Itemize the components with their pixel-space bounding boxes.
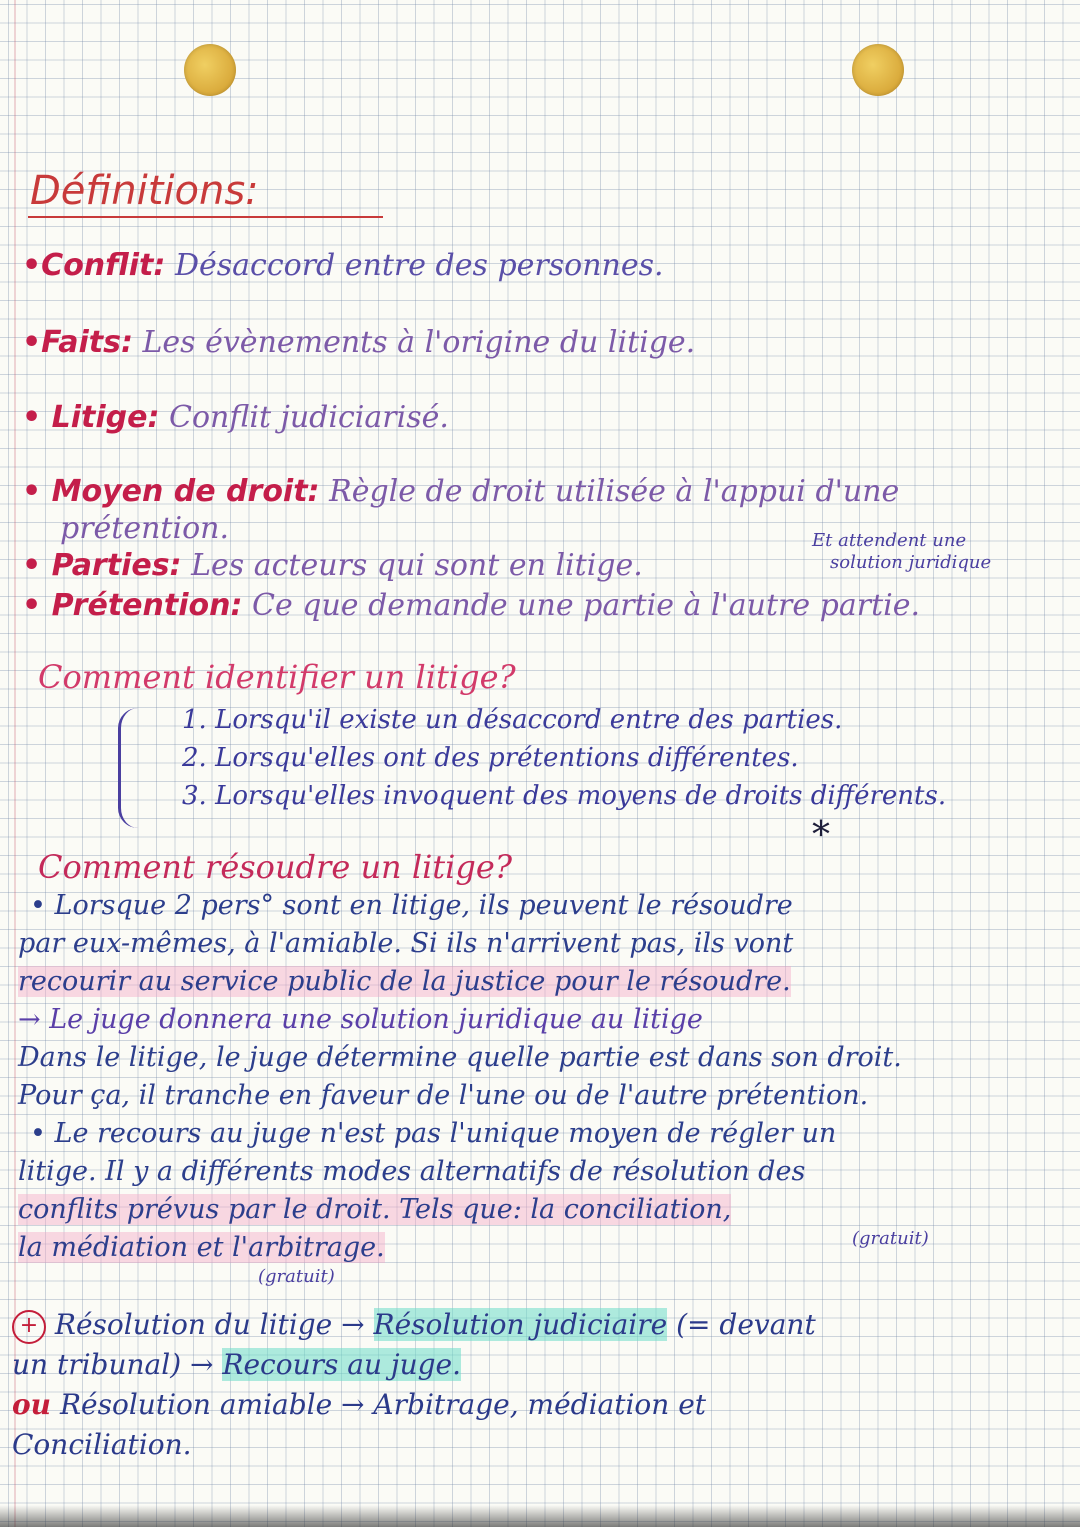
plus-circle-icon: + (12, 1310, 46, 1344)
binder-hole-right (852, 44, 904, 96)
resolve-line-2: par eux-mêmes, à l'amiable. Si ils n'arrivent pas, ils vont (18, 928, 794, 959)
definition-moyen-de-droit-cont: prétention. (60, 511, 229, 546)
page-edge-shadow (0, 1505, 1080, 1527)
binder-hole-left (184, 44, 236, 96)
page-title: Définitions: (30, 168, 259, 214)
identify-heading: Comment identifier un litige? (38, 658, 516, 696)
summary-line-1: + Résolution du litige → Résolution judiciaire (= devant (12, 1308, 816, 1344)
resolve-line-7: • Le recours au juge n'est pas l'unique moyen de régler un (30, 1118, 837, 1149)
resolve-line-10: la médiation et l'arbitrage. (18, 1232, 385, 1263)
resolve-line-5: Dans le litige, le juge détermine quelle partie est dans son droit. (18, 1042, 902, 1073)
identify-item-1: 1. Lorsqu'il existe un désaccord entre des parties. (182, 705, 843, 735)
identify-item-2: 2. Lorsqu'elles ont des prétentions différentes. (182, 743, 799, 773)
resolve-heading: Comment résoudre un litige? (38, 848, 512, 886)
resolve-line-4: → Le juge donnera une solution juridique au litige (18, 1004, 703, 1035)
definition-moyen-de-droit: • Moyen de droit: Règle de droit utilisée à l'appui d'une (22, 474, 900, 509)
summary-line-4: Conciliation. (12, 1428, 192, 1461)
resolve-line-8: litige. Il y a différents modes alternatifs de résolution des (18, 1156, 806, 1187)
definition-pretention: • Prétention: Ce que demande une partie à l'autre partie. (22, 588, 921, 623)
resolve-line-6: Pour ça, il tranche en faveur de l'une ou de l'autre prétention. (18, 1080, 869, 1111)
summary-line-2: un tribunal) → Recours au juge. (12, 1348, 462, 1381)
summary-line-3: ou Résolution amiable → Arbitrage, médiation et (12, 1388, 707, 1421)
gratuit-note-1: (gratuit) (852, 1228, 929, 1249)
parties-note-2: solution juridique (830, 552, 992, 573)
title-underline (28, 216, 383, 218)
margin-line (14, 0, 16, 1527)
identify-item-3: 3. Lorsqu'elles invoquent des moyens de droits différents. (182, 781, 947, 811)
definition-faits: •Faits: Les évènements à l'origine du litige. (22, 325, 696, 360)
definition-litige: • Litige: Conflit judiciarisé. (22, 400, 449, 435)
gratuit-note-2: (gratuit) (258, 1266, 335, 1287)
definition-conflit: •Conflit: Désaccord entre des personnes. (22, 248, 664, 283)
resolve-line-1: • Lorsque 2 pers° sont en litige, ils peuvent le résoudre (30, 890, 793, 921)
resolve-line-3: recourir au service public de la justice pour le résoudre. (18, 966, 791, 997)
brace (118, 708, 145, 828)
parties-note: Et attendent une (812, 530, 967, 551)
resolve-line-9: conflits prévus par le droit. Tels que: la conciliation, (18, 1194, 732, 1225)
definition-parties: • Parties: Les acteurs qui sont en litige. (22, 548, 643, 583)
star-mark: * (812, 815, 830, 856)
